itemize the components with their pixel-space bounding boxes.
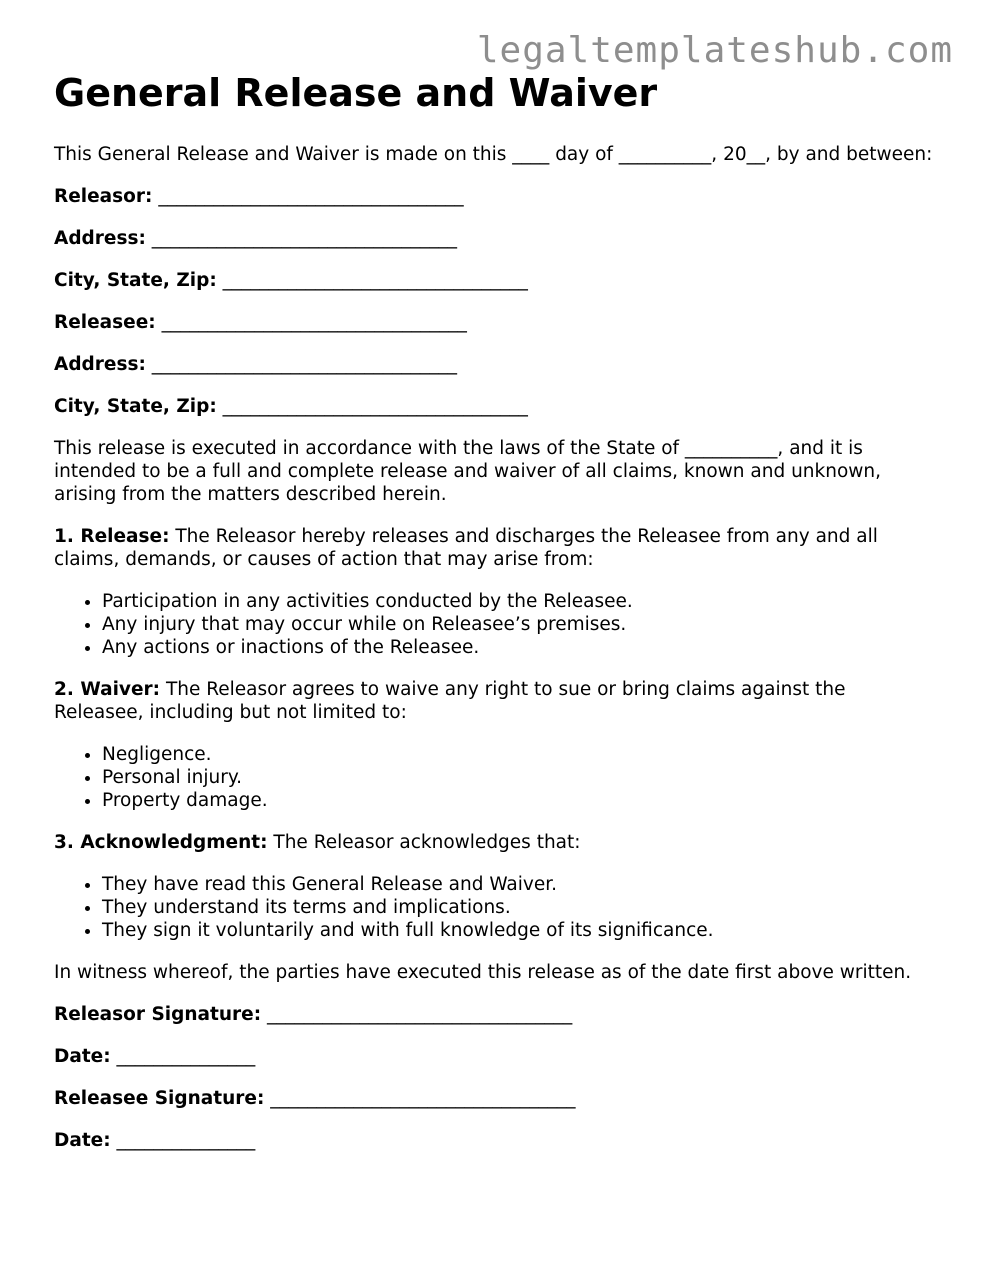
releasor-city-state-zip-field bbox=[54, 269, 934, 292]
list-item: • They understand its terms and implications. bbox=[102, 896, 934, 919]
field-label: City, State, Zip: bbox=[54, 270, 217, 291]
field-label: Address: bbox=[54, 354, 146, 375]
waiver-list bbox=[54, 743, 934, 812]
governing-law-paragraph: This release is executed in accordance with the laws of the State of __________, and it is intended to be a full and complete release and waiver of all claims, known and unknown, arising from the matters described herein. bbox=[54, 438, 882, 505]
list-item: • Personal injury. bbox=[102, 766, 934, 789]
releasee-city-state-zip-field bbox=[54, 395, 934, 418]
releasor-address-field bbox=[54, 227, 934, 250]
releasee-field bbox=[54, 311, 934, 334]
fill-blank[interactable]: _________________________________ bbox=[161, 312, 467, 333]
fill-blank[interactable]: _________________________________ bbox=[158, 186, 464, 207]
field-label: Address: bbox=[54, 228, 146, 249]
section-heading: 3. Acknowledgment: bbox=[54, 832, 268, 853]
section-text: The Releasor acknowledges that: bbox=[273, 832, 581, 853]
field-label: Releasor: bbox=[54, 186, 153, 207]
witness-paragraph: In witness whereof, the parties have executed this release as of the date first above written. bbox=[54, 962, 912, 983]
watermark: legaltemplateshub.com bbox=[476, 30, 953, 71]
field-label: Releasee Signature: bbox=[54, 1088, 265, 1109]
signature-blank[interactable]: _________________________________ bbox=[267, 1004, 573, 1025]
field-label: Releasor Signature: bbox=[54, 1004, 262, 1025]
date-blank[interactable]: _______________ bbox=[116, 1130, 256, 1151]
releasor-date-field bbox=[54, 1045, 934, 1068]
section-text: The Releasor hereby releases and discharges the Releasee from any and all claims, demands, or causes of action that may arise from: bbox=[54, 526, 878, 570]
fill-blank[interactable]: _________________________________ bbox=[222, 396, 528, 417]
section-release bbox=[54, 525, 934, 571]
fill-blank[interactable]: _________________________________ bbox=[151, 354, 458, 375]
section-acknowledgment bbox=[54, 831, 934, 854]
releasor-signature-field bbox=[54, 1003, 934, 1026]
list-item: • Negligence. bbox=[102, 743, 934, 766]
field-label: Date: bbox=[54, 1130, 111, 1151]
releasee-signature-field bbox=[54, 1087, 934, 1110]
section-waiver bbox=[54, 678, 934, 724]
releasor-field bbox=[54, 185, 934, 208]
intro-paragraph: This General Release and Waiver is made on this ____ day of __________, 20__, by and between: bbox=[54, 144, 933, 165]
field-label: Releasee: bbox=[54, 312, 156, 333]
list-item: • Property damage. bbox=[102, 789, 934, 812]
fill-blank[interactable]: _________________________________ bbox=[151, 228, 458, 249]
field-label: City, State, Zip: bbox=[54, 396, 217, 417]
signature-blank[interactable]: _________________________________ bbox=[270, 1088, 576, 1109]
section-text: The Releasor agrees to waive any right to sue or bring claims against the Releasee, including but not limited to: bbox=[54, 679, 846, 723]
acknowledgment-list bbox=[54, 873, 934, 942]
fill-blank[interactable]: _________________________________ bbox=[222, 270, 528, 291]
section-heading: 1. Release: bbox=[54, 526, 170, 547]
list-item: • They sign it voluntarily and with full knowledge of its significance. bbox=[102, 919, 934, 942]
section-heading: 2. Waiver: bbox=[54, 679, 161, 700]
field-label: Date: bbox=[54, 1046, 111, 1067]
date-blank[interactable]: _______________ bbox=[116, 1046, 256, 1067]
list-item: • Any injury that may occur while on Releasee’s premises. bbox=[102, 613, 934, 636]
list-item: • Participation in any activities conducted by the Releasee. bbox=[102, 590, 934, 613]
releasee-date-field bbox=[54, 1129, 934, 1152]
release-list bbox=[54, 590, 934, 659]
releasee-address-field bbox=[54, 353, 934, 376]
list-item: • They have read this General Release and Waiver. bbox=[102, 873, 934, 896]
document-title: General Release and Waiver bbox=[54, 71, 658, 115]
document-body bbox=[54, 70, 934, 1171]
list-item: • Any actions or inactions of the Releasee. bbox=[102, 636, 934, 659]
